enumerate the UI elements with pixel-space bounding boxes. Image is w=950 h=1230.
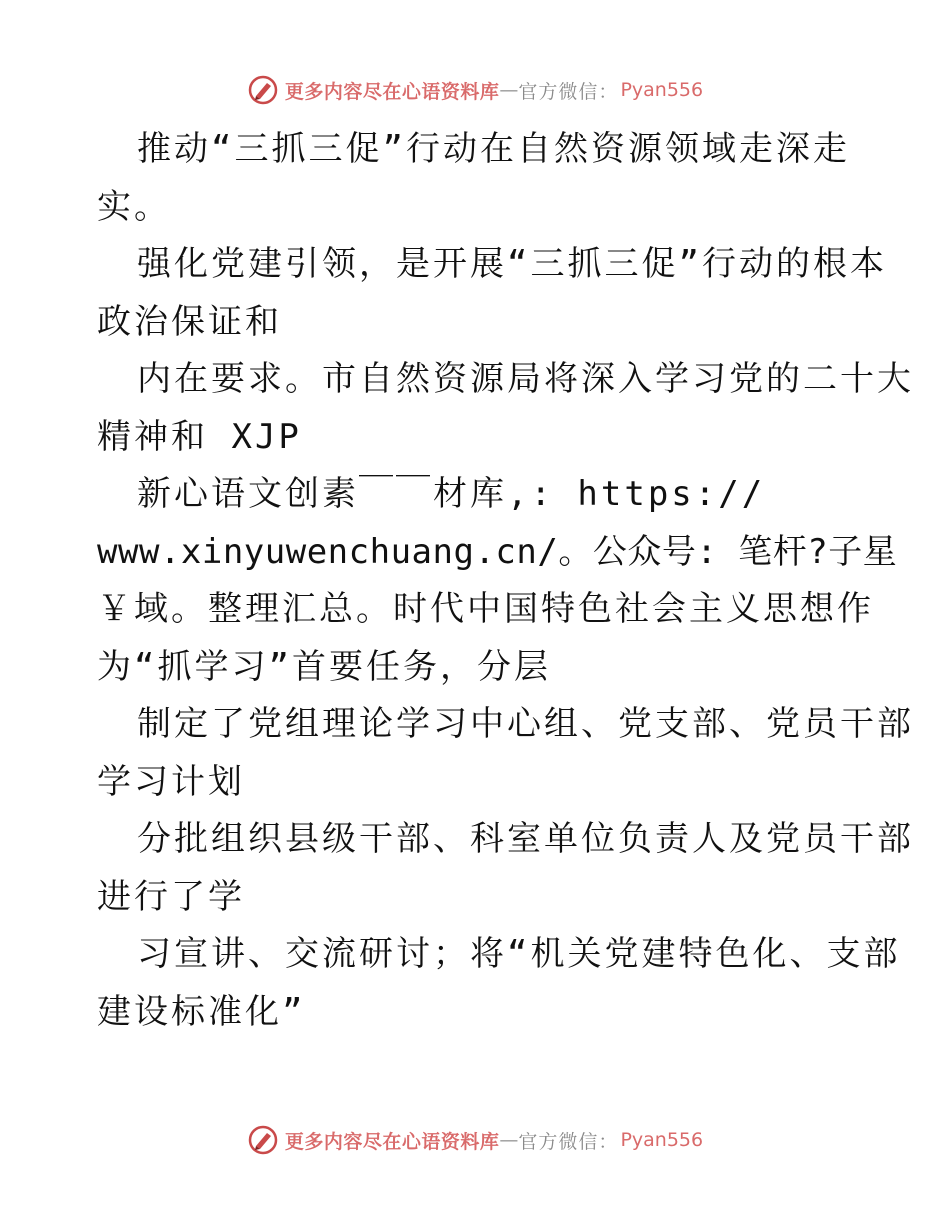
- body-line: 分批组织县级干部、科室单位负责人及党员干部: [137, 819, 914, 859]
- pen-logo-icon: [247, 74, 279, 106]
- header-watermark-banner: [0, 70, 950, 110]
- footer-wechat-label: 官方微信：: [518, 1130, 619, 1153]
- footer-site-text: 更多内容尽在心语资料库: [284, 1130, 500, 1153]
- body-line: 强化党建引领，是开展“三抓三促”行动的根本: [137, 244, 887, 284]
- footer-dash: —: [499, 1129, 519, 1151]
- body-line: 政治保证和: [97, 301, 282, 342]
- body-line: 内在要求。市自然资源局将深入学习党的二十大: [137, 359, 914, 399]
- header-wechat-label: 官方微信：: [518, 80, 619, 103]
- footer-wechat-id: Pyan556: [620, 1129, 704, 1151]
- header-site-text: 更多内容尽在心语资料库: [284, 80, 500, 103]
- header-wechat-id: Pyan556: [620, 79, 704, 101]
- body-line: www.xinyuwenchuang.cn/。公众号: 笔杆?子星: [97, 531, 898, 572]
- body-line: 学习计划: [97, 761, 245, 802]
- body-line: 习宣讲、交流研讨；将“机关党建特色化、支部: [137, 934, 901, 974]
- body-line: 为“抓学习”首要任务，分层: [97, 646, 551, 687]
- body-line: 制定了党组理论学习中心组、党支部、党员干部: [137, 704, 914, 744]
- body-line: ￥域。整理汇总。时代中国特色社会主义思想作: [97, 589, 874, 629]
- body-line: 建设标准化”: [97, 991, 306, 1032]
- footer-watermark-banner: [0, 1120, 950, 1160]
- document-body: [97, 121, 914, 1041]
- body-line: 新心语文创素￣￣材库,: https://: [137, 474, 766, 514]
- body-line: 实。: [97, 186, 171, 227]
- body-line: 推动“三抓三促”行动在自然资源领域走深走: [137, 129, 850, 169]
- pen-logo-icon: [247, 1124, 279, 1156]
- body-line: 精神和 XJP: [97, 416, 302, 457]
- header-dash: —: [499, 79, 519, 101]
- body-line: 进行了学: [97, 876, 245, 917]
